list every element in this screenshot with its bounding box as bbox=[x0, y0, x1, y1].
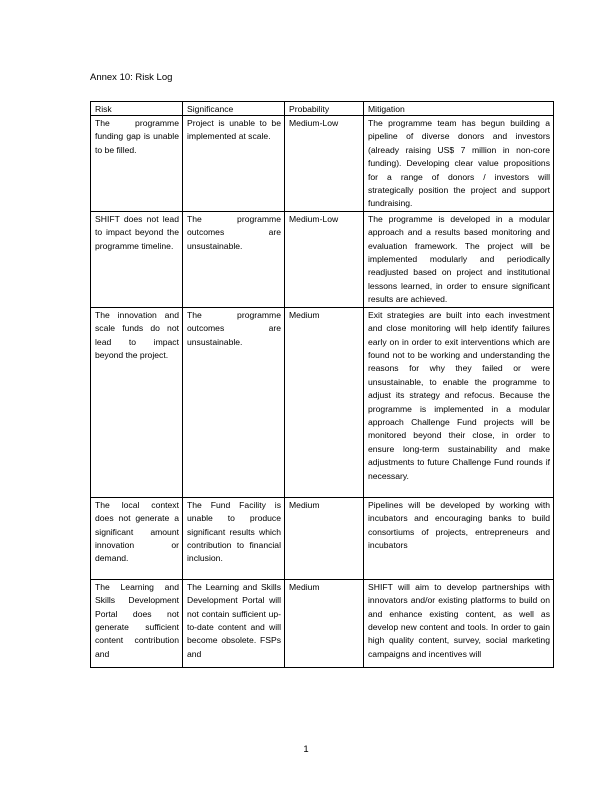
table-row bbox=[91, 211, 554, 307]
mitigation-cell: The programme team has begun building a pipeline of diverse donors and investors (already raising US$ 7 million in non-core funding). Developing clear value propositions for a range of donors / investors will strategically position the project and support fundraising. bbox=[364, 116, 554, 212]
page-number: 1 bbox=[303, 744, 309, 755]
risk-cell: The Learning and Skills Development Portal does not generate sufficient content contribution and bbox=[91, 579, 183, 667]
significance-cell: The Fund Facility is unable to produce significant results which contribution to financial inclusion. bbox=[183, 497, 285, 579]
column-header-mitigation: Mitigation bbox=[364, 102, 554, 116]
mitigation-cell: SHIFT will aim to develop partnerships with innovators and/or existing platforms to build on and enhance existing content, as well as develop new content and tools. In order to gain high quality content, survey, social marketing campaigns and incentives will bbox=[364, 579, 554, 667]
table-row bbox=[91, 579, 554, 667]
probability-cell: Medium bbox=[285, 579, 364, 667]
column-header-significance: Significance bbox=[183, 102, 285, 116]
mitigation-cell: Exit strategies are built into each investment and close monitoring will help identify failures early on in order to exit interventions which are found not to be working and understanding the reasons for why they failed or were unsustainable, to enable the programme to adjust its strategy and refocus. Because the programme is implemented in a modular approach Challenge Fund projects will be monitored beyond their close, in order to ensure long-term sustainability and make adjustments to future Challenge Fund rounds if necessary. bbox=[364, 307, 554, 497]
significance-cell: The Learning and Skills Development Portal will not contain sufficient up-to-date content and will become obsolete. FSPs and bbox=[183, 579, 285, 667]
table-row bbox=[91, 497, 554, 579]
column-header-risk: Risk bbox=[91, 102, 183, 116]
mitigation-cell: The programme is developed in a modular approach and a results based monitoring and evaluation framework. The project will be implemented modularly and periodically readjusted based on project and institutional lessons learned, in order to ensure significant results are achieved. bbox=[364, 211, 554, 307]
significance-cell: The programme outcomes are unsustainable. bbox=[183, 211, 285, 307]
table-row bbox=[91, 307, 554, 497]
risk-cell: The local context does not generate a significant amount innovation or demand. bbox=[91, 497, 183, 579]
table-header-row bbox=[91, 102, 554, 116]
probability-cell: Medium bbox=[285, 497, 364, 579]
probability-cell: Medium-Low bbox=[285, 211, 364, 307]
annex-heading: Annex 10: Risk Log bbox=[90, 72, 173, 83]
risk-cell: SHIFT does not lead to impact beyond the programme timeline. bbox=[91, 211, 183, 307]
significance-cell: Project is unable to be implemented at scale. bbox=[183, 116, 285, 212]
significance-cell: The programme outcomes are unsustainable. bbox=[183, 307, 285, 497]
probability-cell: Medium bbox=[285, 307, 364, 497]
probability-cell: Medium-Low bbox=[285, 116, 364, 212]
table-row bbox=[91, 116, 554, 212]
risk-log-table bbox=[90, 101, 554, 668]
risk-cell: The innovation and scale funds do not lead to impact beyond the project. bbox=[91, 307, 183, 497]
risk-cell: The programme funding gap is unable to be filled. bbox=[91, 116, 183, 212]
column-header-probability: Probability bbox=[285, 102, 364, 116]
mitigation-cell: Pipelines will be developed by working with incubators and encouraging banks to build consortiums of projects, entrepreneurs and incubators bbox=[364, 497, 554, 579]
